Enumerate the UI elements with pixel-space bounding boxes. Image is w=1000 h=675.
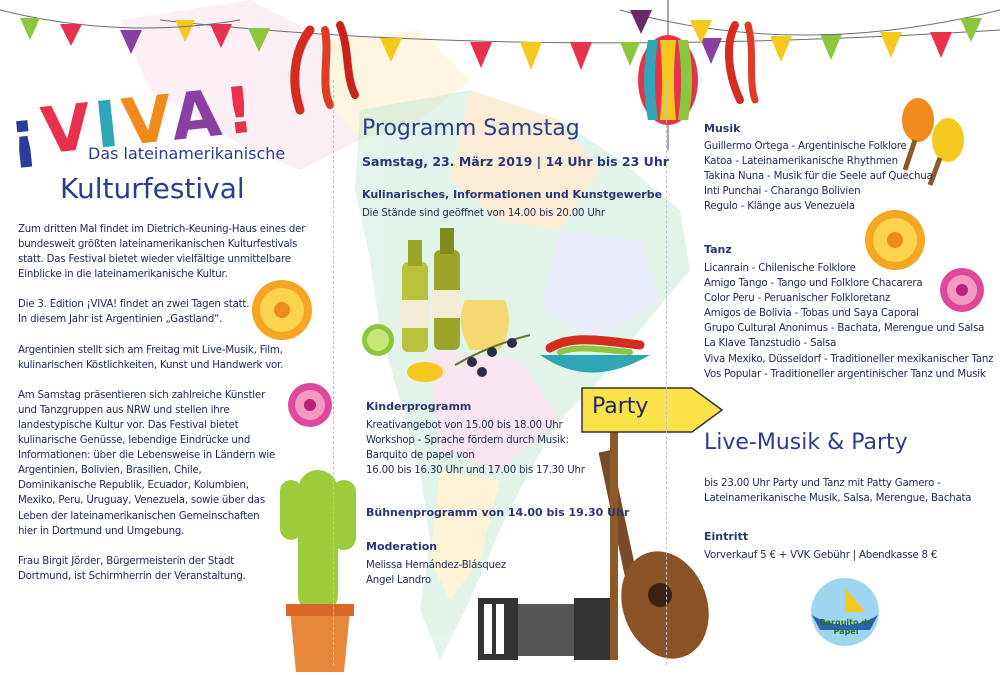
live-line: Lateinamerikanische Musik, Salsa, Merengue, Bachata bbox=[704, 493, 972, 505]
kids-heading: Kinderprogramm bbox=[366, 400, 472, 413]
party-sign-text: Party bbox=[592, 394, 649, 419]
live-music-title: Live-Musik & Party bbox=[704, 430, 908, 455]
program-title: Programm Samstag bbox=[362, 116, 580, 141]
friday-paragraph: Argentinien stellt sich am Freitag mit Live-Musik, Film, kulinarischen Köstlichkeiten, Kunst und Handwerk vor. bbox=[18, 344, 284, 371]
dance-heading: Tanz bbox=[704, 243, 732, 256]
music-list bbox=[704, 139, 933, 214]
live-line: bis 23.00 Uhr Party und Tanz mit Patty Gamero - bbox=[704, 478, 941, 489]
music-item: Takina Nuna - Musik für die Seele auf Quechua bbox=[704, 171, 933, 183]
saturday-paragraph: Am Samstag präsentieren sich zahlreiche Künstler und Tanzgruppen aus NRW und stellen ihre landestypische Kultur vor. Das Festival bietet kulinarische Genüsse, lebendige Eindrücke und Informationen: über die Lebensweise in Ländern wie Argentinien, Bolivien, Brasilien, Chile, Dominikanische Republik, Ecuador, Kolumbien, Mexiko, Peru, Uruguay, Venezuela, sowie über das Leben der lateinamerikanischen Gemeinschaften hier in Dortmund und Umgebung. bbox=[18, 389, 276, 537]
dance-list bbox=[704, 261, 993, 382]
accordion bbox=[478, 598, 614, 660]
culinary-heading: Kulinarisches, Informationen und Kunstgewerbe bbox=[362, 188, 663, 201]
entry-text: Vorverkauf 5 € + VVK Gebühr | Abendkasse 8 € bbox=[704, 550, 938, 561]
kids-list bbox=[366, 418, 596, 478]
dance-item: Grupo Cultural Anonimus - Bachata, Merengue und Salsa bbox=[704, 323, 985, 335]
fold-line-left bbox=[333, 80, 334, 665]
guest-country-line: In diesem Jahr ist Argentinien „Gastland“. bbox=[18, 314, 223, 326]
left-intro-text bbox=[18, 222, 306, 584]
moderator-name: Angel Landro bbox=[366, 575, 431, 587]
program-date: Samstag, 23. März 2019 | 14 Uhr bis 23 Uhr bbox=[362, 154, 669, 169]
kids-line: Barquito de papel von bbox=[366, 450, 475, 462]
kids-line: Workshop - Sprache fördern durch Musik: bbox=[366, 435, 569, 447]
music-item: Katoa - Lateinamerikanische Rhythmen bbox=[704, 156, 898, 168]
paper-lantern bbox=[638, 0, 698, 150]
music-item: Regulo - Klänge aus Venezuela bbox=[704, 201, 855, 213]
stage-heading: Bühnenprogramm von 14.00 bis 19.30 Uhr bbox=[366, 506, 630, 519]
kids-line: 16.00 bis 16.30 Uhr und 17.00 bis 17.30 Uhr bbox=[366, 465, 585, 477]
intro-paragraph: Zum dritten Mal findet im Dietrich-Keuning-Haus eines der bundesweit größten lateinamerikanischen Kulturfestivals statt. Das Festival bietet wieder vielfältige unmittelbare Einblicke in die lateinamerikanische Kultur. bbox=[18, 224, 306, 281]
viva-logo: ¡VIVA! bbox=[4, 73, 262, 173]
barquito-logo-text: Barquito de Papel bbox=[819, 618, 873, 636]
music-item: Inti Punchai - Charango Bolivien bbox=[704, 186, 861, 198]
dance-item: Amigo Tango - Tango und Folklore Chacarera bbox=[704, 278, 923, 290]
moderation-heading: Moderation bbox=[366, 540, 438, 553]
patron-paragraph: Frau Birgit Jörder, Bürgermeisterin der Stadt Dortmund, ist Schirmherrin der Veranstaltung. bbox=[18, 555, 246, 582]
dance-item: La Klave Tanzstudio - Salsa bbox=[704, 338, 837, 350]
kids-line: Kreativangebot von 15.00 bis 18.00 Uhr bbox=[366, 420, 563, 431]
festival-title: Kulturfestival bbox=[60, 172, 245, 205]
festival-subtitle: Das lateinamerikanische bbox=[88, 144, 286, 163]
dance-item: Amigos de Bolivia - Tobas und Saya Caporal bbox=[704, 308, 919, 320]
culinary-text: Die Stände sind geöffnet von 14.00 bis 20.00 Uhr bbox=[362, 208, 605, 219]
moderators-list bbox=[366, 558, 506, 588]
dance-item: Color Peru - Peruanischer Folkloretanz bbox=[704, 293, 891, 305]
chili-peppers-right bbox=[729, 25, 755, 100]
moderator-name: Melissa Hernández-Blásquez bbox=[366, 560, 507, 571]
dance-item: Vos Popular - Traditioneller argentinischer Tanz und Musik bbox=[704, 368, 986, 380]
music-heading: Musik bbox=[704, 122, 741, 135]
dance-item: Licanrain - Chilenische Folklore bbox=[704, 263, 856, 274]
live-music-text bbox=[704, 476, 971, 506]
edition-line: Die 3. Edition ¡VIVA! findet an zwei Tagen statt. bbox=[18, 299, 250, 311]
dance-item: Viva Mexiko, Düsseldorf - Traditioneller mexikanischer Tanz bbox=[704, 353, 994, 365]
music-item: Guillermo Ortega - Argentinische Folklore bbox=[704, 141, 907, 152]
entry-heading: Eintritt bbox=[704, 530, 749, 543]
